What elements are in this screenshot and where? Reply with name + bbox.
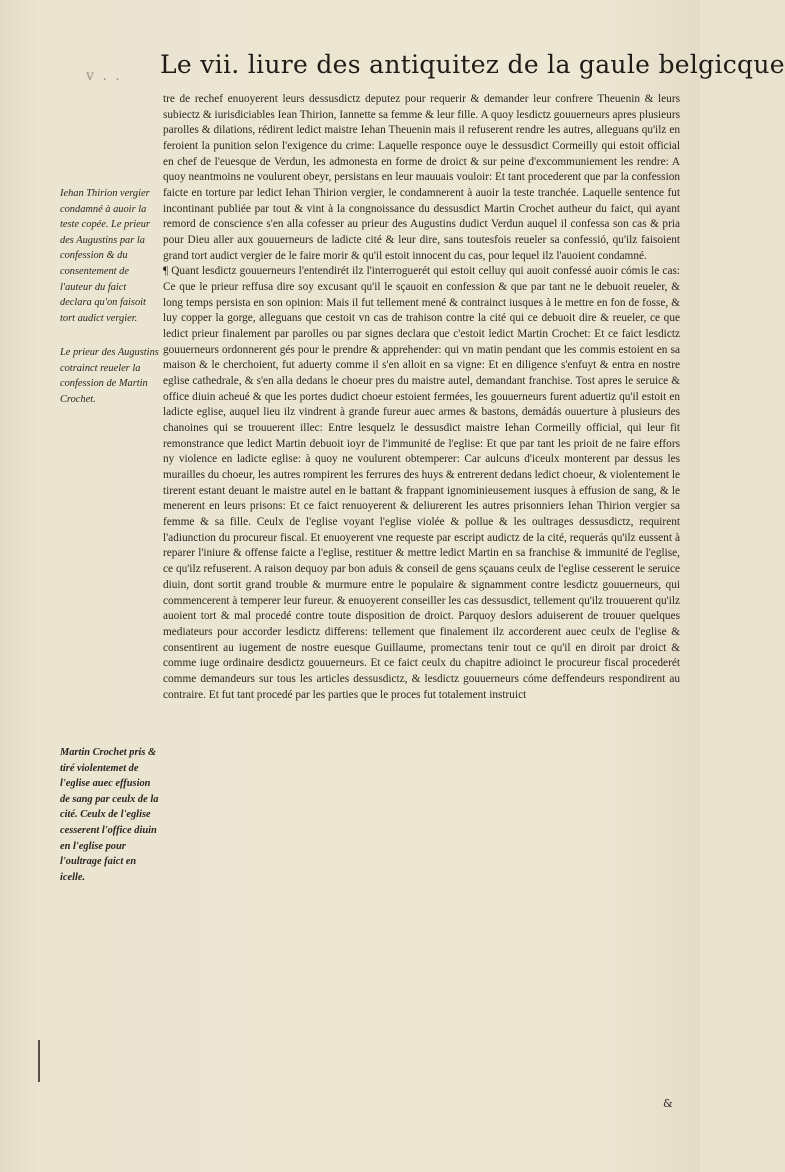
margin-note-vergier: Iehan Thirion vergier condamné à auoir la teste copée. Le prieur des Augustins par la confession & du consentement de l'auteur du faict declara qu'on faisoit tort audict vergier. [60, 188, 151, 324]
margin-note-martin-crochet: Martin Crochet pris & tiré violentemet de l'eglise auec effusion de sang par ceulx de la cité. Ceulx de l'eglise cesserent l'office diuin en l'eglise pour l'oultrage faict en icelle. [60, 747, 159, 883]
running-title: Le vii. liure des antiquitez de la gaule belgicque [160, 50, 785, 79]
folio-number: v . . [86, 68, 122, 84]
catchword: & [663, 1097, 673, 1110]
margin-note-prieur: Le prieur des Augustins cotrainct reueler la confession de Martin Crochet. [60, 347, 159, 405]
page-header [0, 50, 785, 90]
body-text [163, 92, 680, 703]
margin-bracket-mark [38, 1040, 40, 1082]
paragraph-2: ¶ Quant lesdictz gouuerneurs l'entendirét ilz l'interroguerét qui estoit celluy qui auoit confessé auoir cómis le cas: Ce que le prieur reffusa dire soy excusant qu'il le sçauoit en confession & que par tant ne le debuoit reueler, & long temps persista en son opinion: Mais il fut tellement mené & contrainct iusques à le mettre en fon de fosse, & luy copper la gorge, alleguans que cestoit vn cas de trahison contre la cité qui ce debuoit dire & reueler, ce que ledict prieur finalement par parolles ou par signes declara que c'estoit ledict Martin Crochet: Et ce faict lesdictz gouuerneurs ordonnerent gés pour le prendre & apprehender: qui vn matin pendant que les commis estoient en sa maison & le cherchoient, fut aduerty comme il s'en alloit en sa vigne: Et en diligence s'enfuyt & entra en nostre eglise cathedrale, & s'en alla dedans le choeur pres du maistre autel, demandant franchise. Tost apres le seruice & office diuin acheué & que les portes dudict choeur estoient fermées, les gouuerneurs furent aduertiz qu'il estoit en ladicte eglise, auquel lieu ilz vindrent à grande fureur auec armes & bastons, demádás ouuerture à plusieurs des chanoines qui se trouuerent illec: Entre lesquelz le dessusdict maistre Iehan Cormeilly official, qui leur fit remonstrance que ledict Martin debuoit ioyr de l'immunité de l'eglise: Et que par tant les prioit de ne faire effors ny violence en ladicte eglise: à quoy ne voulurent obtemperer: Car aulcuns d'iceulx monterent par dessus les murailles du choeur, les autres rompirent les ferrures des huys & entrerent dedans ledict choeur, & violentement le tirerent estant deuant le maistre autel en le battant & frappant ignominieusement iusques à effusion de sang, & le menerent en leurs prisons: Et ce faict renuoyerent & deliurerent les autres prisonniers Iehan Thirion vergier sa femme & sa fille. Ceulx de l'eglise voyant l'eglise violée & pollue & les oultrages dessusdictz, requirent l'adiunction du procureur fiscal. Et enuoyerent vne requeste par escript audictz de la cité, requerás qu'ilz eussent à reparer l'iniure & offense faicte a l'eglise, restituer & mettre ledict Martin en sa franchise & immunité de l'eglise, ce qu'ilz refuserent. A raison dequoy par bon aduis & conseil de gens sçauans ceulx de l'eglise cesserent le seruice diuin, dont sortit grand trouble & murmure entre le populaire & signamment contre lesdictz gouuerneurs, qui commencerent à temperer leur fureur. & enuoyerent conseiller les cas dessusdict, tellement qu'ilz trouuerent qu'ilz auoient tort & mal procedé contre toute disposition de droict. Parquoy deslors aduiserent de trouuer quelques mediateurs pour accorder lesdictz differens: tellement que finalement ilz accorderent auec ceulx de l'eglise & consentirent au iugement de nostre euesque Guillaume, promectans tenir tout ce qu'il en diroit par droict & comme iuge ordinaire desdictz gouuerneurs. Et ce faict ceulx du chapitre adioinct le procureur fiscal procederét comme demandeurs sur tous les articles dessusdictz, & lesdictz gouuerneurs cóme deffendeurs respondirent au contraire. Et fut tant procedé par les parties que le proces fut totalement instruict [163, 265, 681, 701]
paragraph-1: tre de rechef enuoyerent leurs dessusdictz deputez pour requerir & demander leur confrere Theuenin & leurs subiectz & iurisdiciables Iean Thirion, Iannette sa femme & leur fille. A quoy lesdictz gouuerneurs apres plusieurs parolles & dilations, rédirent ledict maistre Iehan Theuenin mais il refuserent rendre les autres, alleguans qu'ilz en feroient la punition selon l'exigence du crime: Laquelle responce ouye le dessusdict Cormeilly qui estoit official en chef de l'euesque de Verdun, les admonesta en forme de droict & sur peine d'excommuniement les rendre: A quoy neantmoins ne voulurent obeyr, persistans en leur mauuais vouloir: Et tant procederent que par la confession faicte en torture par ledict Iehan Thirion vergier, le condamnerent à auoir la teste tranchée. Laquelle sentence fut incontinant publiée par tout & vint à la congnoissance du dessusdict Martin Crochet autheur du faict, qui ayant remord de conscience s'en alla cofesser au prieur des Augustins dudict Verdun auquel il confessa son cas & pria pour Dieu aller aux gouuerneurs de ladicte cité & leur dire, sans toutesfois reueler sa confessió, qu'ilz faisoient grand tort audict vergier de le faire morir & qu'il estoit innocent du cas, pour lequel ilz l'auoient condamné. [163, 93, 680, 262]
